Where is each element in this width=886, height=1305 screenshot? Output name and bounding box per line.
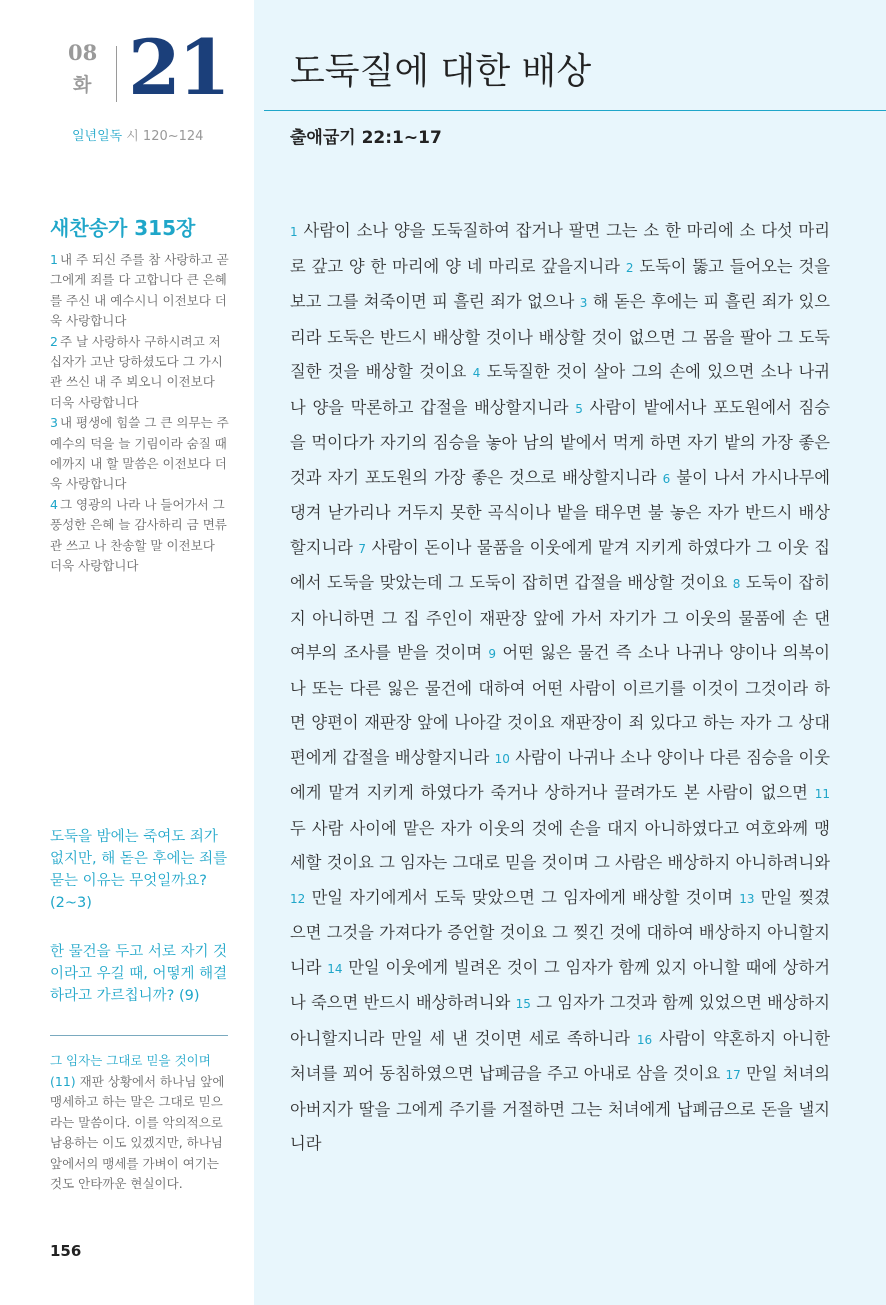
verse-number: 17 (725, 1068, 741, 1082)
verse-text: 그 임자가 그것과 함께 있었으면 배상하지 아니할지니라 만일 세 낸 것이면 세로 족하니라 (290, 993, 830, 1048)
verse-number: 13 (739, 891, 755, 906)
verse-text: 도둑질한 것이 살아 그의 손에 있으면 소나 나귀나 양을 막론하고 갑절을 배상할지니라 (290, 362, 830, 417)
verse-number: 16 (636, 1032, 653, 1047)
sidebar (0, 0, 254, 1305)
verse-text: 사람이 소나 양을 도둑질하여 잡거나 팔면 그는 소 한 마리에 소 다섯 마리로 갚고 양 한 마리에 양 네 마리로 갚을지니라 (290, 221, 830, 276)
verse-number: 9 (488, 647, 497, 661)
verse-text: 사람이 약혼하지 아니한 처녀를 꾀어 동침하였으면 납폐금을 주고 아내로 삼을 것이요 (290, 1028, 830, 1083)
verse-number: 12 (290, 891, 306, 906)
verse-text: 만일 이웃에게 빌려온 것이 그 임자가 함께 있지 아니할 때에 상하거나 죽으면 반드시 배상하려니와 (290, 957, 830, 1012)
hymn-verse-text: 내 주 되신 주를 참 사랑하고 곧 그에게 죄를 다 고합니다 큰 은혜를 주신 내 예수시니 이전보다 더욱 사랑합니다 (50, 252, 229, 329)
verse-number: 6 (662, 471, 671, 486)
verse-text: 사람이 나귀나 소나 양이나 다른 짐승을 이웃에게 맡겨 지키게 하였다가 죽거나 상하거나 끌려가도 본 사람이 없으면 (290, 747, 830, 802)
verse-text: 도둑이 뚫고 들어오는 것을 보고 그를 쳐죽이면 피 흘린 죄가 없으나 (290, 256, 830, 311)
verse-text: 사람이 돈이나 물품을 이웃에게 맡겨 지키게 하였다가 그 이웃 집에서 도둑을 맞았는데 그 도둑이 잡히면 갑절을 배상할 것이요 (290, 537, 830, 592)
hymn-verse (50, 495, 230, 577)
verse-number: 14 (327, 961, 343, 976)
verse-text: 해 돋은 후에는 피 흘린 죄가 있으리라 도둑은 반드시 배상할 것이나 배상할 것이 없으면 그 몸을 팔아 그 도둑질한 것을 배상할 것이요 (290, 292, 830, 381)
verse-text: 불이 나서 가시나무에 댕겨 낟가리나 거두지 못한 곡식이나 밭을 태우면 불 놓은 자가 반드시 배상할지니라 (290, 467, 830, 557)
date-month: 08 (68, 40, 98, 65)
title-underline (264, 110, 886, 111)
hymn-verse (50, 250, 230, 332)
verse-number: 10 (494, 751, 510, 766)
commentary-note-heading: 그 임자는 그대로 믿을 것이며 (11) (50, 1053, 211, 1089)
hymn-verse (50, 332, 230, 414)
verse-number: 5 (575, 401, 583, 416)
reflection-question-1: 도둑을 밤에는 죽여도 죄가 없지만, 해 돋은 후에는 죄를 묻는 이유는 무엇일까요? (2~3) (50, 829, 228, 911)
hymn-verse-text: 그 영광의 나라 나 들어가서 그 풍성한 은혜 늘 감사하리 금 면류관 쓰고 나 찬송할 말 이전보다 더욱 사랑합니다 (50, 496, 227, 574)
passage-reference: 출애굽기 22:1~17 (290, 128, 442, 148)
hymn-verse-number: 2 (50, 333, 58, 349)
verse-text: 사람이 밭에서나 포도원에서 짐승을 먹이다가 자기의 짐승을 놓아 남의 밭에서 먹게 하면 자기 밭의 가장 좋은 것과 자기 포도원의 가장 좋은 것으로 배상할지니라 (290, 397, 830, 487)
reading-plan-label: 일년일독 (72, 129, 123, 144)
hymn-title: 새찬송가 315장 (50, 216, 196, 240)
verse-number: 11 (814, 787, 830, 801)
verse-text: 만일 처녀의 아버지가 딸을 그에게 주기를 거절하면 그는 처녀에게 납폐금으로 돈을 낼지니라 (290, 1064, 830, 1153)
date-divider (116, 46, 117, 102)
reflection-question-2: 한 물건을 두고 서로 자기 것이라고 우길 때, 어떻게 해결하라고 가르칩니까? (9) (50, 944, 228, 1004)
hymn-verse-number: 1 (50, 252, 58, 267)
hymn-verse-text: 내 평생에 힘쓸 그 큰 의무는 주 예수의 덕을 늘 기림이라 숨질 때에까지 내 할 말씀은 이전보다 더욱 사랑합니다 (50, 415, 229, 492)
verse-number: 8 (732, 577, 741, 591)
verse-number: 4 (472, 366, 481, 380)
hymn-verse-number: 4 (50, 496, 58, 512)
hymn-verse-number: 3 (50, 415, 58, 431)
commentary-note-text: 재판 상황에서 하나님 앞에 맹세하고 하는 말은 그대로 믿으라는 말씀이다. 이를 악의적으로 남용하는 이도 있겠지만, 하나님 앞에서의 맹세를 가벼이 여기는 것도 안타까운 현실이다. (50, 1073, 225, 1191)
scripture-text (290, 214, 830, 1162)
page-number: 156 (50, 1242, 82, 1260)
main-content (254, 0, 886, 1305)
reading-plan (72, 130, 203, 143)
sidebar-divider (50, 1035, 228, 1036)
hymn-lyrics (50, 250, 230, 577)
verse-text: 어떤 잃은 물건 즉 소나 나귀나 양이나 의복이나 또는 다른 잃은 물건에 대하여 어떤 사람이 이르기를 이것이 그것이라 하면 양편이 재판장 앞에 나아갈 것이요 재판장이 죄 있다고 하는 자가 그 상대편에게 갑절을 배상할지니라 (290, 643, 830, 767)
verse-number: 3 (579, 296, 588, 310)
date-day: 21 (128, 23, 228, 112)
date-weekday: 화 (73, 74, 92, 96)
verse-text: 만일 찢겼으면 그것을 가져다가 증언할 것이요 그 찢긴 것에 대하여 배상하지 아니할지니라 (290, 887, 830, 977)
verse-number: 2 (625, 260, 634, 275)
verse-text: 두 사람 사이에 맡은 자가 이웃의 것에 손을 대지 아니하였다고 여호와께 맹세할 것이요 그 임자는 그대로 믿을 것이며 그 사람은 배상하지 아니하려니와 (290, 818, 830, 872)
page-title: 도둑질에 대한 배상 (290, 51, 592, 92)
verse-text: 도둑이 잡히지 아니하면 그 집 주인이 재판장 앞에 가서 자기가 그 이웃의 물품에 손 댄 여부의 조사를 받을 것이며 (290, 573, 830, 662)
verse-number: 7 (358, 541, 367, 556)
reading-plan-reference: 시 120~124 (126, 129, 204, 144)
verse-number: 1 (290, 225, 298, 239)
hymn-verse-text: 주 날 사랑하사 구하시려고 저 십자가 고난 당하셨도다 그 가시관 쓰신 내 주 뵈오니 이전보다 더욱 사랑합니다 (50, 333, 223, 410)
commentary-note (50, 1051, 232, 1195)
hymn-verse (50, 413, 230, 495)
verse-number: 15 (515, 997, 531, 1011)
verse-text: 만일 자기에게서 도둑 맞았으면 그 임자에게 배상할 것이며 (311, 887, 733, 907)
